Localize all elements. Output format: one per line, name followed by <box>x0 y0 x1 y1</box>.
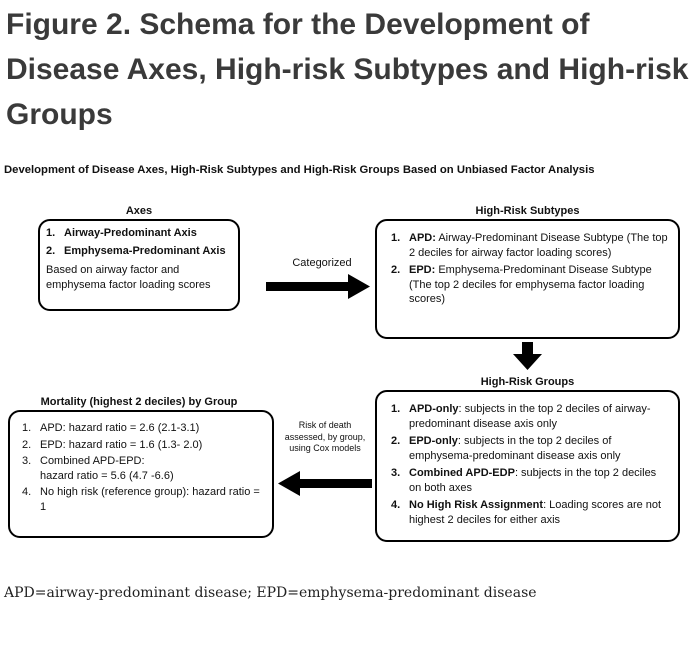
groups-item-number: 3. <box>391 467 401 479</box>
groups-item-text: : subjects in the top 2 deciles on both axes <box>409 467 657 494</box>
mortality-item-text: APD: hazard ratio = 2.6 (2.1-3.1) <box>40 422 200 434</box>
axes-item-number: 2. <box>46 244 56 257</box>
groups-item-text: : subjects in the top 2 deciles of emphysema-predominant disease axis only <box>409 435 621 462</box>
subtypes-heading: High-Risk Subtypes <box>475 205 580 217</box>
subtypes-item-term: APD: <box>409 232 436 244</box>
mortality-item-text: Combined APD-EPD: hazard ratio = 5.6 (4.7 -6.6) <box>40 455 174 482</box>
groups-heading: High-Risk Groups <box>480 376 575 388</box>
risk-label: Risk of death assessed, by group, using Cox models <box>284 420 366 453</box>
groups-item-text: : subjects in the top 2 deciles of airway-predominant disease axis only <box>409 403 651 430</box>
mortality-item-number: 3. <box>22 455 32 467</box>
groups-item-number: 4. <box>391 499 401 511</box>
mortality-item-number: 4. <box>22 486 32 498</box>
subtypes-item-text: Airway-Predominant Disease Subtype (The top 2 deciles for airway factor loading scores) <box>409 232 668 259</box>
subtypes-item-term: EPD: <box>409 264 436 276</box>
groups-item-number: 1. <box>391 403 401 415</box>
subtypes-item-text: Emphysema-Predominant Disease Subtype (The top 2 deciles for emphysema factor loading scores) <box>409 264 652 305</box>
mortality-item-number: 2. <box>22 438 32 451</box>
groups-item-number: 2. <box>391 435 401 447</box>
groups-item-text: : Loading scores are not highest 2 deciles for either axis <box>409 499 662 526</box>
arrow-right-icon <box>266 274 370 299</box>
mortality-heading: Mortality (highest 2 deciles) by Group <box>40 396 238 408</box>
arrow-down-icon <box>513 342 542 370</box>
subtypes-item-number: 1. <box>391 232 401 244</box>
axes-note: Based on airway factor and emphysema factor loading scores <box>46 264 211 291</box>
diagram-subtitle: Development of Disease Axes, High-Risk Subtypes and High-Risk Groups Based on Unbiased Factor Analysis <box>4 164 595 176</box>
subtypes-item-number: 2. <box>391 264 401 276</box>
axes-item-text: Airway-Predominant Axis <box>64 227 197 239</box>
footnote: APD=airway-predominant disease; EPD=emphysema-predominant disease <box>4 585 537 601</box>
mortality-item-text: EPD: hazard ratio = 1.6 (1.3- 2.0) <box>40 438 203 451</box>
axes-item-number: 1. <box>46 227 56 239</box>
arrow-left-icon <box>278 471 372 496</box>
mortality-item-text: No high risk (reference group): hazard ratio = 1 <box>40 486 260 513</box>
groups-item-term: Combined APD-EDP <box>409 467 515 479</box>
groups-item-term: APD-only <box>409 403 459 415</box>
groups-item-term: No High Risk Assignment <box>409 499 544 511</box>
mortality-item-number: 1. <box>22 422 32 434</box>
categorized-label: Categorized <box>292 257 352 269</box>
axes-item-text: Emphysema-Predominant Axis <box>64 244 226 257</box>
groups-item-term: EPD-only <box>409 435 458 447</box>
figure-title: Figure 2. Schema for the Development of Disease Axes, High-risk Subtypes and High-risk Groups <box>6 8 689 131</box>
axes-heading: Axes <box>125 205 153 217</box>
